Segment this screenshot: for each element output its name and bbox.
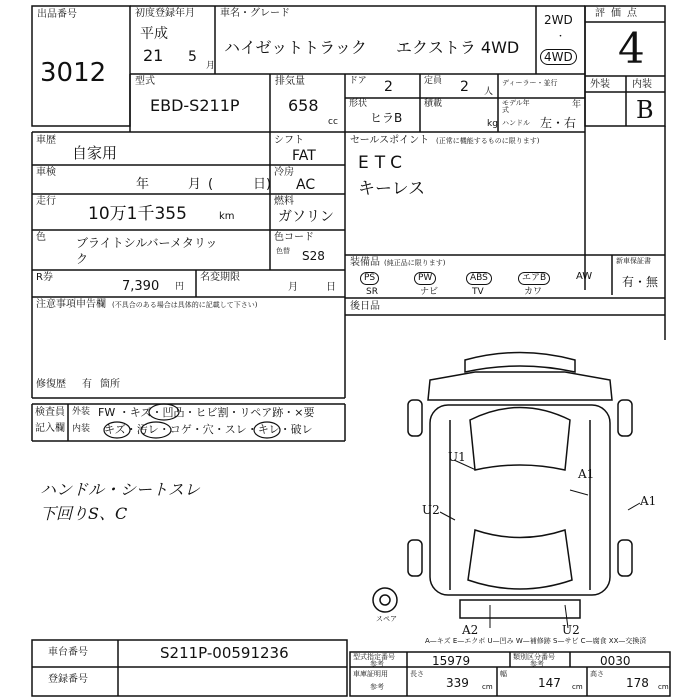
first-reg-era: 平成 [140, 26, 168, 42]
height-unit: cm [658, 683, 669, 691]
model-label: 型式 [135, 76, 155, 87]
exterior-label: 外装 [590, 79, 610, 90]
handle-label: ハンドル [502, 119, 530, 127]
chassis-label: 車台番号 [48, 647, 88, 658]
equipment-mark: ABS [466, 272, 492, 285]
inspection-close: ) [266, 177, 272, 192]
width-value: 147 [538, 676, 561, 690]
doors-label: ドア [349, 76, 367, 86]
aftermarket-label: 後日品 [350, 301, 380, 312]
repair-value: 有 [82, 379, 92, 390]
fuel-value: ガソリン [278, 209, 334, 225]
drive-4wd-circled: 4WD [540, 49, 577, 65]
damage-mark: U1 [448, 450, 466, 464]
type-no-label: 型式指定番号 [353, 653, 395, 661]
car-name-label: 車名・グレード [220, 8, 290, 19]
equipment-sub: (純正品に限ります) [384, 259, 446, 267]
car-name: ハイゼットトラック [224, 38, 367, 57]
load-unit: kg [487, 119, 498, 129]
interior-label: 内装 [632, 79, 652, 90]
car-grade: エクストラ 4WD [396, 38, 520, 57]
notes-sub: (不具合のある場合は具体的に記載して下さい) [112, 301, 258, 309]
shift-label: シフト [274, 135, 304, 146]
history-value: 自家用 [72, 144, 118, 162]
recycle-unit: 円 [175, 282, 185, 292]
warranty-value: 有・無 [622, 275, 659, 289]
sales-points-label: セールスポイント [350, 135, 430, 146]
equipment-mark: PW [414, 272, 436, 285]
equipment-label-item: SR [366, 287, 378, 297]
rating-label: 評価点 [595, 8, 643, 19]
color-code-value: S28 [302, 249, 325, 263]
length-label: 長さ [410, 670, 424, 678]
sales-point-keyless: キーレス [358, 179, 426, 199]
inspection-label: 車検 [36, 167, 56, 178]
length-unit: cm [482, 683, 493, 691]
drive-2wd: 2WD [544, 13, 573, 27]
interior-score: B [636, 96, 654, 124]
color-code-label: 色コード [274, 232, 314, 243]
inspection-day: 日 [253, 177, 267, 192]
drive-dot: ・ [556, 32, 566, 42]
damage-mark: U2 [422, 503, 440, 517]
name-change-label: 名変期限 [200, 272, 240, 283]
equipment-mark: PS [360, 272, 379, 285]
diagram-legend: A—キズ E—エクボ U—凹み W—補修跡 S—サビ C—腐食 XX—交換済 [425, 637, 647, 645]
notes-label: 注意事項申告欄 [36, 299, 106, 310]
inspector-label-1: 検査員 [35, 407, 65, 418]
name-change-day: 日 [326, 282, 336, 293]
class-no-ref: 参考 [530, 660, 544, 668]
repair-bracket: 箇所 [100, 379, 120, 390]
sales-point-etc: ETC [358, 153, 408, 173]
inspector-row1-prefix: 外装 [72, 407, 91, 417]
fuel-label: 燃料 [274, 196, 294, 207]
first-reg-year: 21 [143, 46, 164, 65]
first-reg-month: 5 [188, 49, 197, 65]
first-reg-month-unit: 月 [206, 61, 216, 71]
spare-label: スペア [376, 615, 397, 623]
capacity-label: 定員 [424, 76, 443, 86]
warranty-label: 新車保証書 [616, 257, 651, 265]
damage-mark: U2 [562, 623, 580, 637]
equipment-label-item: カワ [524, 287, 543, 297]
model-year-unit: 年 [572, 100, 582, 110]
lot-number: 3012 [40, 58, 107, 88]
equipment-label-item: TV [472, 287, 484, 297]
inspector-row2-prefix: 内装 [72, 424, 91, 434]
damage-mark: A1 [578, 467, 595, 481]
inspector-label-2: 記入欄 [35, 423, 65, 434]
doors-value: 2 [384, 79, 393, 95]
aircon-label: 冷房 [274, 167, 294, 178]
equipment-mark: AW [576, 271, 593, 282]
capacity-unit: 人 [484, 87, 494, 97]
displacement-unit: cc [328, 117, 338, 127]
recycle-value: 7,390 [122, 279, 160, 294]
height-value: 178 [626, 676, 649, 690]
name-change-month: 月 [288, 282, 298, 293]
color-value-line1: ブライトシルバーメタリッ [76, 236, 218, 250]
displacement-label: 排気量 [275, 76, 305, 87]
aircon-value: AC [296, 177, 316, 193]
history-label: 車歴 [36, 135, 56, 146]
rating-score: 4 [618, 24, 645, 73]
model-value: EBD-S211P [150, 96, 240, 115]
repair-label: 修復歴 [36, 379, 66, 390]
mileage-value: 10万1千355 [88, 204, 187, 224]
handwritten-note-2: 下回りS、C [40, 504, 128, 523]
color-swap-label: 色替 [276, 247, 290, 255]
type-no-value: 15979 [432, 654, 471, 668]
equipment-label: 装備品 [350, 257, 380, 268]
first-reg-label: 初度登録年月 [135, 8, 195, 19]
mileage-label: 走行 [36, 196, 56, 207]
class-no-value: 0030 [600, 654, 631, 668]
chassis-value: S211P-00591236 [160, 644, 289, 662]
mileage-unit: km [219, 211, 235, 222]
color-label: 色 [36, 232, 46, 243]
inspection-open: ( [208, 177, 214, 192]
width-label: 幅 [500, 670, 507, 678]
width-unit: cm [572, 683, 583, 691]
damage-mark: A2 [462, 623, 479, 637]
sales-points-sub: (正常に機能するものに限ります) [436, 137, 540, 145]
equipment-label-item: ナビ [420, 287, 439, 297]
height-label: 高さ [590, 670, 604, 678]
shape-value: ヒラB [370, 111, 403, 125]
certificate-ref: 参考 [370, 683, 384, 691]
handle-value: 左・右 [540, 116, 577, 130]
recycle-label: R券 [36, 272, 53, 283]
inspector-row1: FW ・キズ・凹凸・ヒビ割・リペア跡・×要 [98, 406, 315, 419]
shift-value: FAT [292, 148, 316, 164]
inspection-month: 月 [188, 177, 202, 192]
length-value: 339 [446, 676, 469, 690]
color-value-line2: ク [76, 252, 89, 266]
capacity-value: 2 [460, 79, 469, 95]
equipment-mark: エアB [518, 272, 550, 285]
handwritten-note-1: ハンドル・シートスレ [40, 480, 200, 499]
displacement-value: 658 [288, 96, 319, 115]
inspection-year: 年 [136, 177, 150, 192]
inspector-row2: キズ・汚レ・コゲ・穴・スレ・キレ・破レ [104, 423, 313, 436]
type-no-ref: 参考 [370, 660, 384, 668]
model-year-label: モデル年式 [502, 99, 530, 114]
shape-label: 形状 [349, 99, 368, 109]
dealer-label: ディーラー・並行 [502, 79, 558, 87]
load-label: 積載 [424, 99, 443, 109]
lot-label: 出品番号 [37, 9, 77, 20]
class-no-label: 類別区分番号 [513, 653, 555, 661]
registration-label: 登録番号 [48, 674, 88, 685]
certificate-label: 車庫証明用 [353, 670, 388, 678]
damage-mark: A1 [640, 494, 657, 508]
